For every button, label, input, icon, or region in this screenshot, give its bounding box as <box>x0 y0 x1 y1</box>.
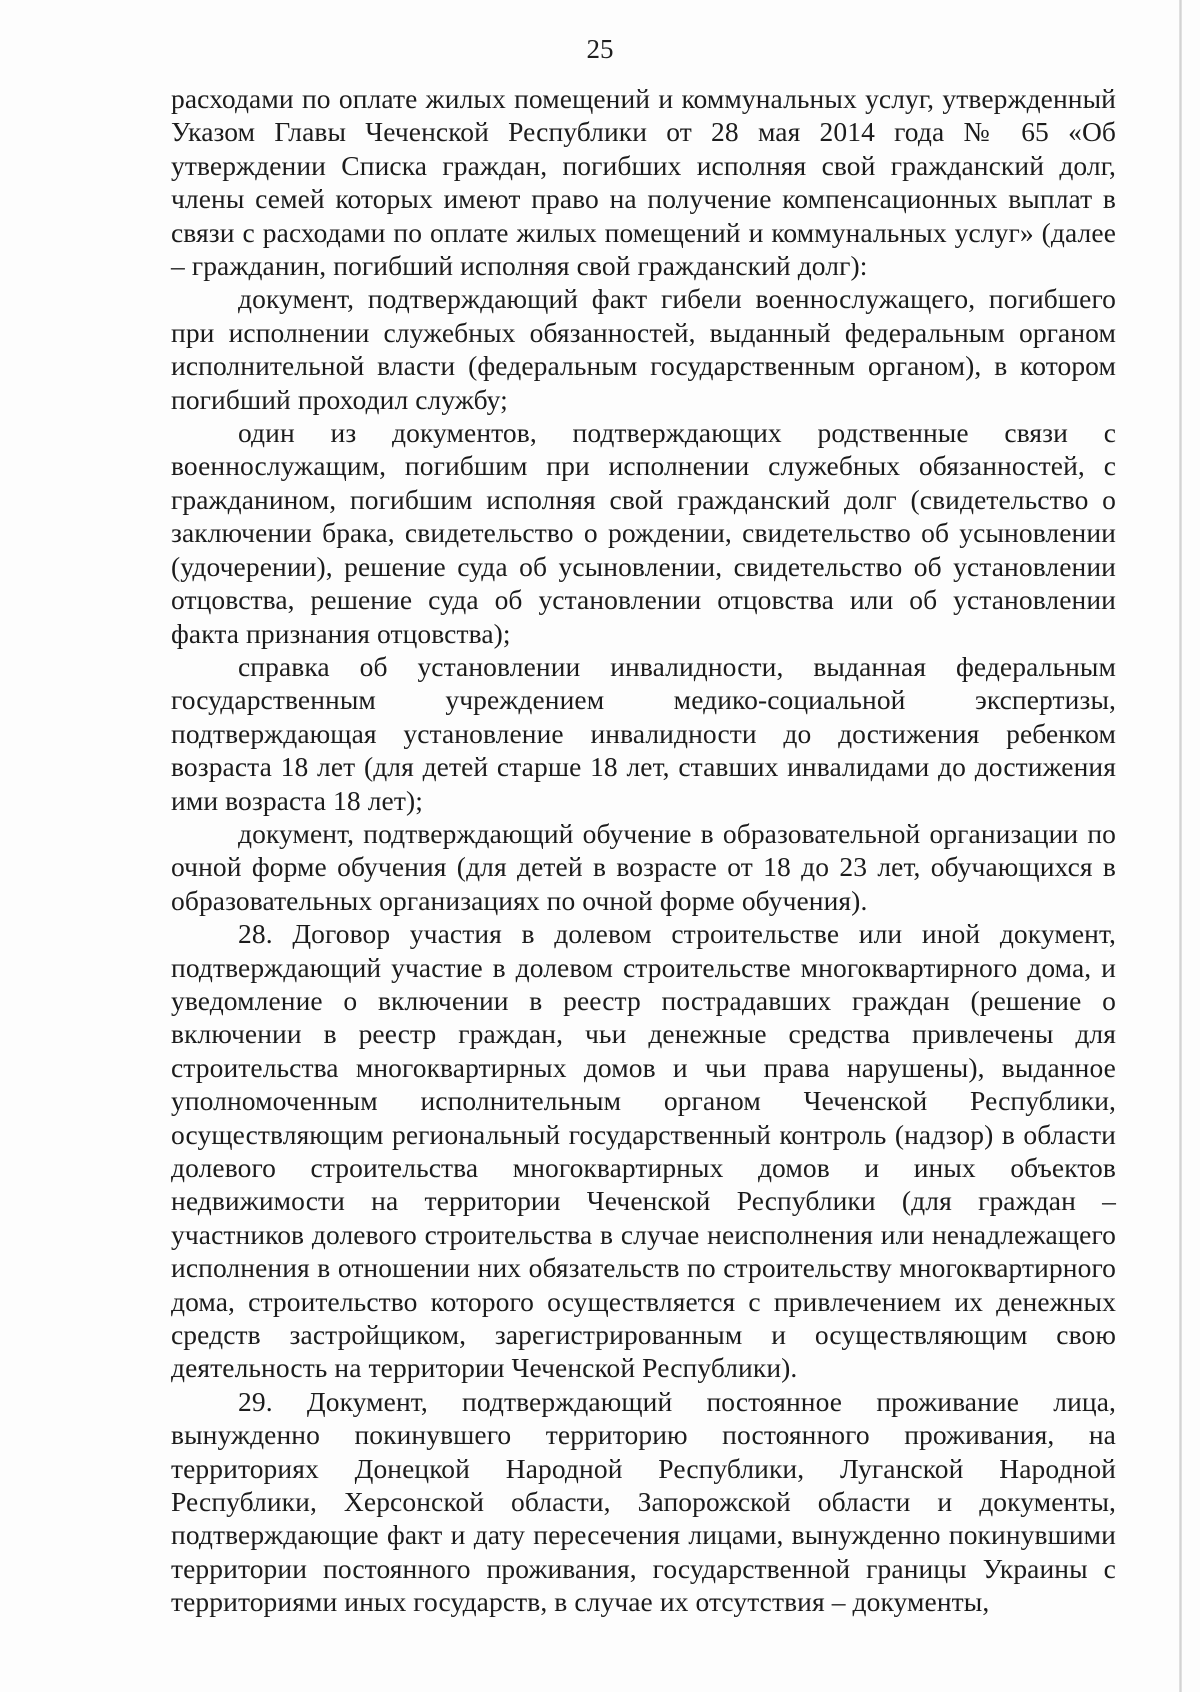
paragraph-education-document: документ, подтверждающий обучение в образовательной организации по очной форме обучения (для детей в возрасте от 18 до 23 лет, обучающихся в образовательных организациях по очной форме обучения). <box>171 817 1116 916</box>
page-edge-shadow <box>1179 0 1182 1692</box>
document-body <box>171 82 1116 1619</box>
paragraph-death-document: документ, подтверждающий факт гибели военнослужащего, погибшего при исполнении служебных обязанностей, выданный федеральным органом исполнительной власти (федеральным государственным органом), в котором погибший проходил службу; <box>171 283 1116 415</box>
paragraph-item-28: 28. Договор участия в долевом строительстве или иной документ, подтверждающий участие в долевом строительстве многоквартирного дома, и уведомление о включении в реестр пострадавших граждан (решение о включении в реестр граждан, чьи денежные средства привлечены для строительства многоквартирных домов и чьи права нарушены), выданное уполномоченным исполнительным органом Чеченской Республики, осуществляющим региональный государственный контроль (надзор) в области долевого строительства многоквартирных домов и иных объектов недвижимости на территории Чеченской Республики (для граждан – участников долевого строительства в случае неисполнения или ненадлежащего исполнения в отношении них обязательств по строительству многоквартирного дома, строительство которого осуществляется с привлечением их денежных средств застройщиком, зарегистрированным и осуществляющим свою деятельность на территории Чеченской Республики). <box>171 918 1116 1384</box>
paragraph-item-29: 29. Документ, подтверждающий постоянное проживание лица, вынужденно покинувшего территорию постоянного проживания, на территориях Донецкой Народной Республики, Луганской Народной Республики, Херсонской области, Запорожской области и документы, подтверждающие факт и дату пересечения лицами, вынужденно покинувшими территории постоянного проживания, государственной границы Украины с территориями иных государств, в случае их отсутствия – документы, <box>171 1385 1116 1618</box>
paragraph-kinship-documents: один из документов, подтверждающих родственные связи с военнослужащим, погибшим при исполнении служебных обязанностей, с гражданином, погибшим исполняя свой гражданский долг (свидетельство о заключении брака, свидетельство о рождении, свидетельство об усыновлении (удочерении), решение суда об усыновлении, свидетельство об установлении отцовства, решение суда об установлении отцовства или об установлении факта признания отцовства); <box>171 417 1116 649</box>
page-number: 25 <box>586 34 614 64</box>
paragraph-continuation: расходами по оплате жилых помещений и коммунальных услуг, утвержденный Указом Главы Чеченской Республики от 28 мая 2014 года № 65 «Об утверждении Списка граждан, погибших исполняя свой гражданский долг, члены семей которых имеют право на получение компенсационных выплат в связи с расходами по оплате жилых помещений и коммунальных услуг» (далее – гражданин, погибший исполняя свой гражданский долг): <box>171 83 1116 282</box>
paragraph-disability-certificate: справка об установлении инвалидности, выданная федеральным государственным учреждением медико-социальной экспертизы, подтверждающая установление инвалидности до достижения ребенком возраста 18 лет (для детей старше 18 лет, ставших инвалидами до достижения ими возраста 18 лет); <box>171 650 1116 816</box>
